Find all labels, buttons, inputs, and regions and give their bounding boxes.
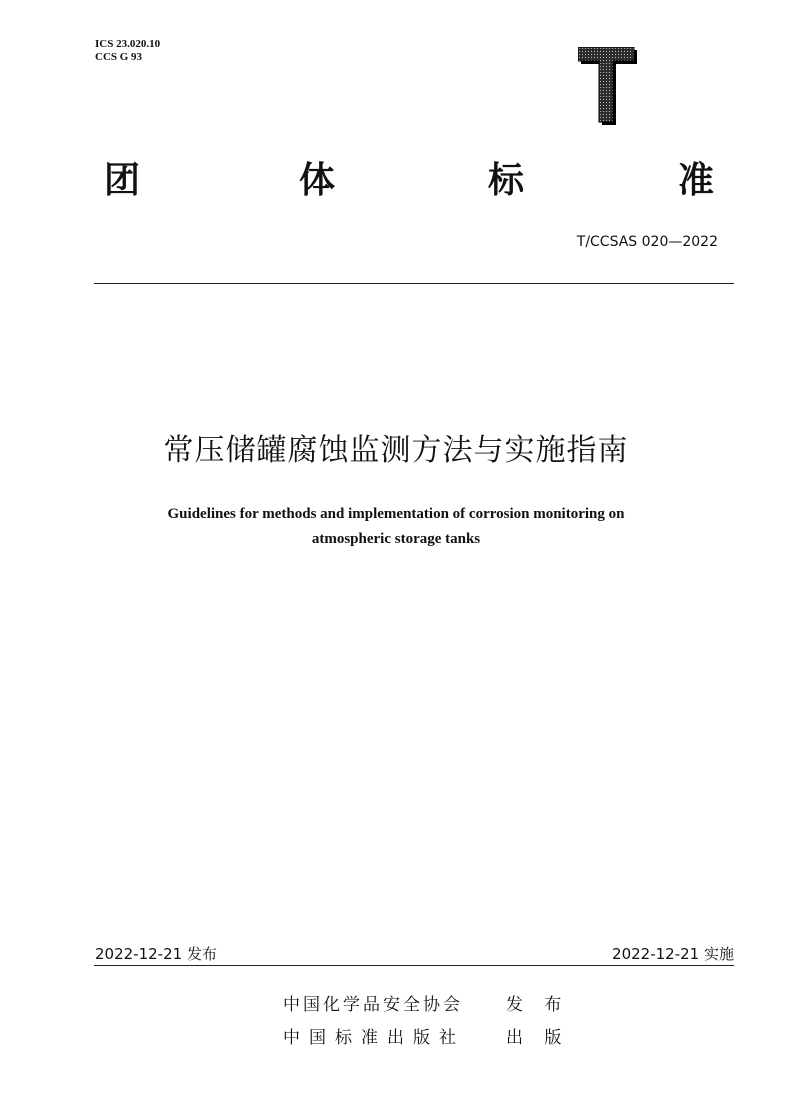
t-logo-icon [578,47,638,125]
heading-char: 团 [104,160,141,201]
heading-char: 准 [678,160,715,201]
ccs-code: CCS G 93 [95,51,143,63]
bottom-divider [94,965,734,966]
chinese-title: 常压储罐腐蚀监测方法与实施指南 [163,433,629,468]
publisher-action: 发 布 [506,995,570,1015]
standard-type-heading [104,156,734,206]
english-title-line: Guidelines for methods and implementation of corrosion monitoring on [167,506,625,522]
printer-action: 出 版 [506,1028,570,1048]
group-standard-T-logo [578,47,638,125]
english-title [60,502,732,552]
top-divider [94,283,734,284]
printer-name: 中国标准出版社 [283,1028,465,1048]
english-title-line: atmospheric storage tanks [311,531,481,547]
heading-char: 体 [299,160,336,201]
heading-char: 标 [488,160,525,201]
classification-codes [95,38,160,64]
implement-date: 2022-12-21 实施 [612,945,734,963]
standard-number: T/CCSAS 020—2022 [576,234,718,250]
publish-date: 2022-12-21 发布 [95,945,217,963]
ics-code: ICS 23.020.10 [95,38,161,50]
publisher-name: 中国化学品安全协会 [283,995,463,1015]
